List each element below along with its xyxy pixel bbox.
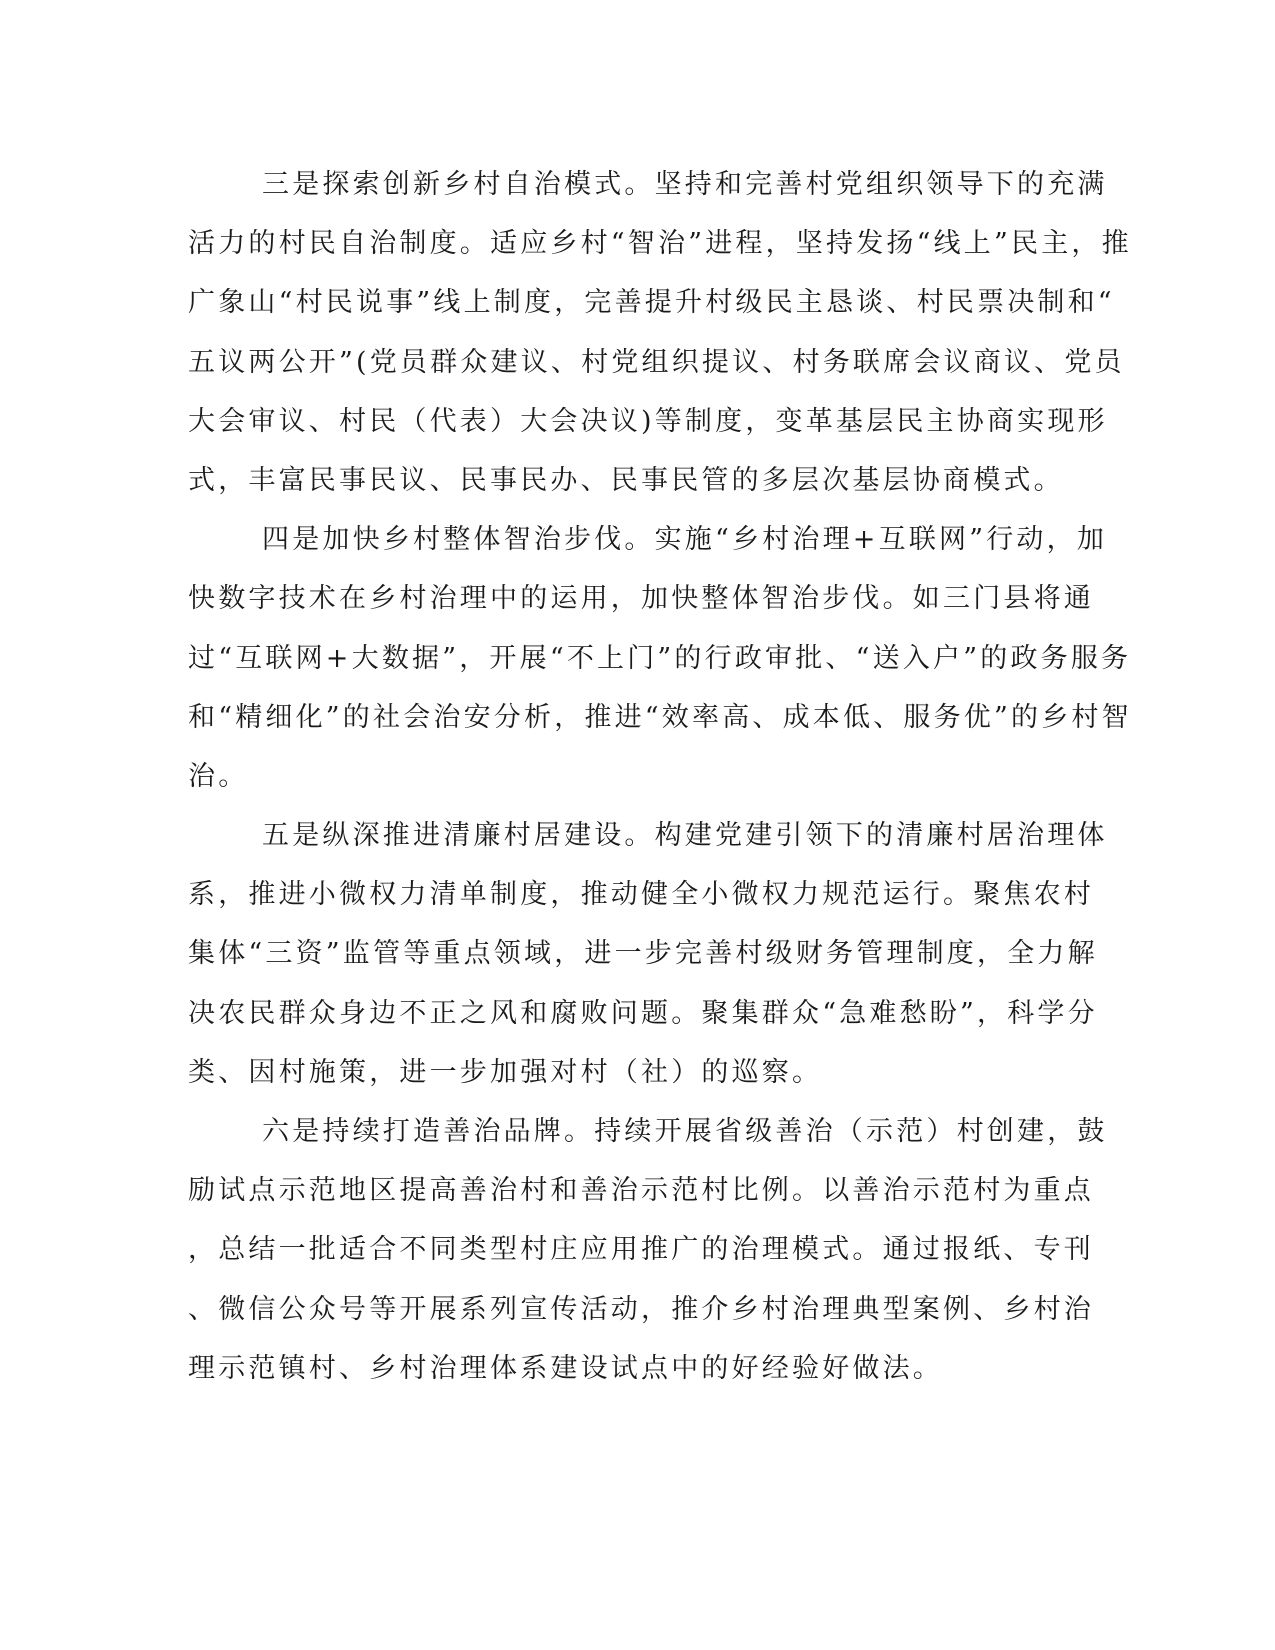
paragraph-4: [188, 510, 1132, 806]
text-line: 、微信公众号等开展系列宣传活动，推介乡村治理典型案例、乡村治: [188, 1293, 1094, 1325]
text-line: 三是探索创新乡村自治模式。坚持和完善村党组织领导下的充满: [262, 169, 1108, 200]
text-line: 集体“三资”监管等重点领域，进一步完善村级财务管理制度，全力解: [188, 938, 1098, 970]
text-line: 理示范镇村、乡村治理体系建设试点中的好经验好做法。: [188, 1352, 943, 1384]
text-line: 五是纵深推进清廉村居建设。构建党建引领下的清廉村居治理体: [262, 820, 1108, 852]
text-line: 五议两公开”(党员群众建议、村党组织提议、村务联席会议商议、党员: [188, 346, 1125, 378]
text-line: 系，推进小微权力清单制度，推动健全小微权力规范运行。聚焦农村: [188, 879, 1094, 911]
text-line: 式，丰富民事民议、民事民办、民事民管的多层次基层协商模式。: [188, 464, 1064, 496]
text-line: 广象山“村民说事”线上制度，完善提升村级民主恳谈、村民票决制和“: [188, 287, 1115, 319]
paragraph-5: [188, 806, 1108, 1102]
text-line: 六是持续打造善治品牌。持续开展省级善治（示范）村创建，鼓: [262, 1116, 1108, 1147]
text-line: 决农民群众身边不正之风和腐败问题。聚集群众“急难愁盼”，科学分: [188, 997, 1098, 1029]
document-body: [188, 155, 1132, 1398]
text-line: 活力的村民自治制度。适应乡村“智治”进程，坚持发扬“线上”民主，推: [188, 228, 1132, 260]
text-line: 和“精细化”的社会治安分析，推进“效率高、成本低、服务优”的乡村智: [188, 701, 1132, 733]
text-line: 快数字技术在乡村治理中的运用，加快整体智治步伐。如三门县将通: [188, 583, 1094, 615]
text-line: 四是加快乡村整体智治步伐。实施“乡村治理+互联网”行动，加: [262, 524, 1108, 556]
text-line: 大会审议、村民（代表）大会决议)等制度，变革基层民主协商实现形: [188, 405, 1108, 437]
text-line: 治。: [188, 760, 249, 792]
text-line: 励试点示范地区提高善治村和善治示范村比例。以善治示范村为重点: [188, 1175, 1094, 1207]
text-line: 过“互联网+大数据”，开展“不上门”的行政审批、“送入户”的政务服务: [188, 642, 1132, 674]
paragraph-6: [188, 1102, 1108, 1398]
paragraph-3: [188, 155, 1132, 510]
text-line: ，总结一批适合不同类型村庄应用推广的治理模式。通过报纸、专刊: [188, 1234, 1094, 1266]
text-line: 类、因村施策，进一步加强对村（社）的巡察。: [188, 1056, 823, 1088]
